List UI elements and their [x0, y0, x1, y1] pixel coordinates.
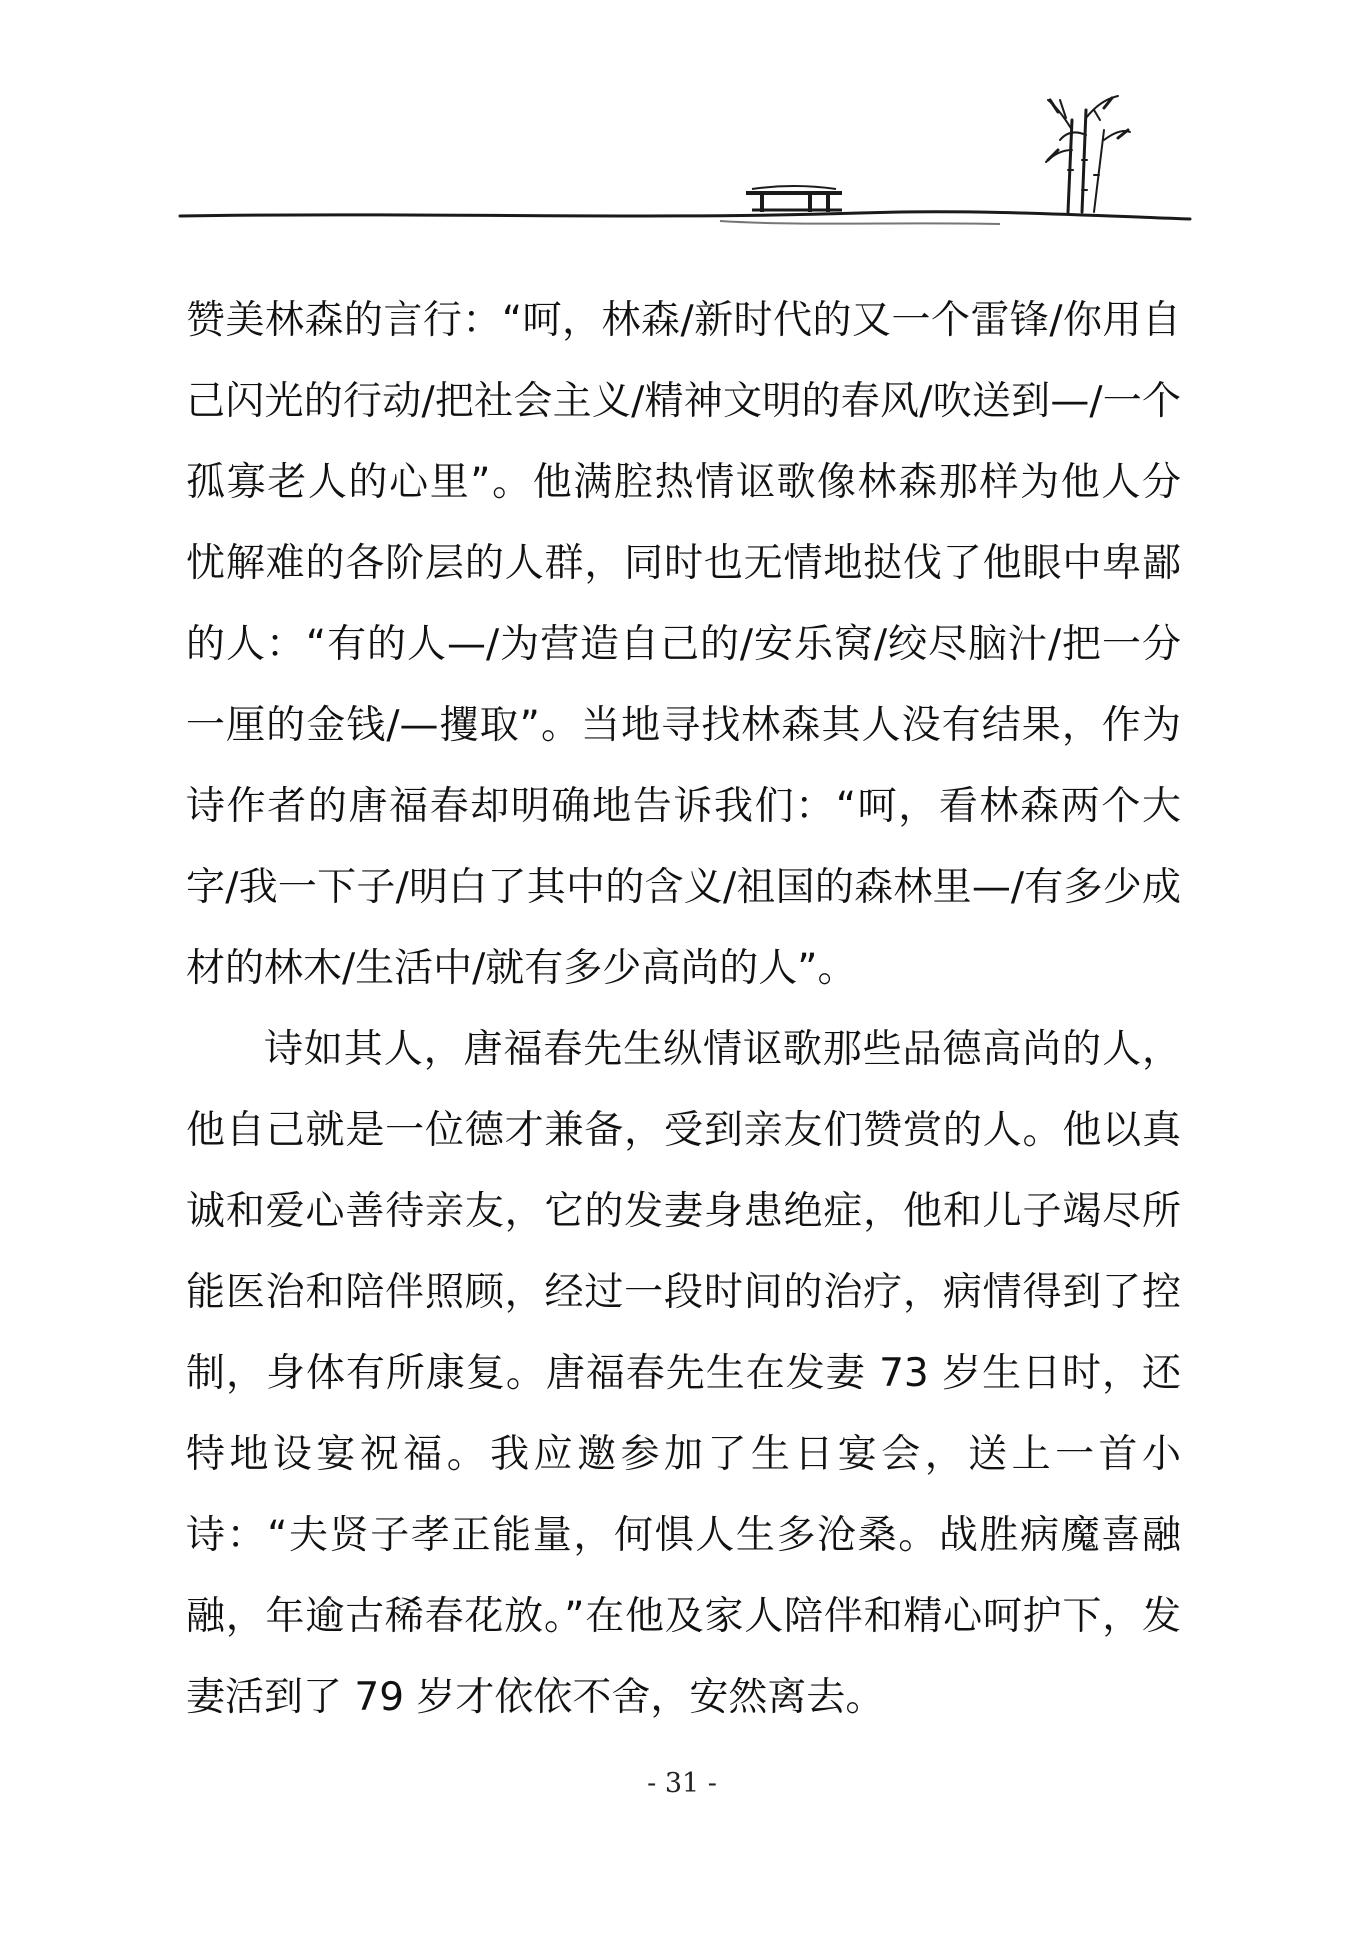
ink-horizon-line	[180, 212, 1190, 219]
header-ink-decoration	[0, 0, 1364, 240]
ink-horizon-shadow	[720, 221, 1000, 224]
page-number: - 31 -	[647, 1768, 717, 1799]
paragraph-2: 诗如其人，唐福春先生纵情讴歌那些品德高尚的人，他自己就是一位德才兼备，受到亲友们赞赏的人。他以真诚和爱心善待亲友，它的发妻身患绝症，他和儿子竭尽所能医治和陪伴照顾，经过一段时间的治疗，病情得到了控制，身体有所康复。唐福春先生在发妻 73 岁生日时，还特地设宴祝福。我应邀参加了生日宴会，送上一首小诗：“夫贤子孝正能量，何惧人生多沧桑。战胜病魔喜融融，年逾古稀春花放。”在他及家人陪伴和精心呵护下，发妻活到了 79 岁才依依不舍，安然离去。	[186, 1027, 1181, 1720]
paragraph-1: 赞美林森的言行：“呵，林森/新时代的又一个雷锋/你用自己闪光的行动/把社会主义/精神文明的春风/吹送到—/一个孤寡老人的心里”。他满腔热情讴歌像林森那样为他人分忧解难的各阶层的人群，同时也无情地挞伐了他眼中卑鄙的人：“有的人—/为营造自己的/安乐窝/绞尽脑汁/把一分一厘的金钱/—攫取”。当地寻找林森其人没有结果，作为诗作者的唐福春却明确地告诉我们：“呵，看林森两个大字/我一下子/明白了其中的含义/祖国的森林里—/有多少成材的林木/生活中/就有多少高尚的人”。	[186, 298, 1181, 991]
pavilion-icon	[746, 186, 842, 212]
bamboo-icon	[1046, 96, 1130, 212]
document-body	[186, 280, 1181, 1738]
